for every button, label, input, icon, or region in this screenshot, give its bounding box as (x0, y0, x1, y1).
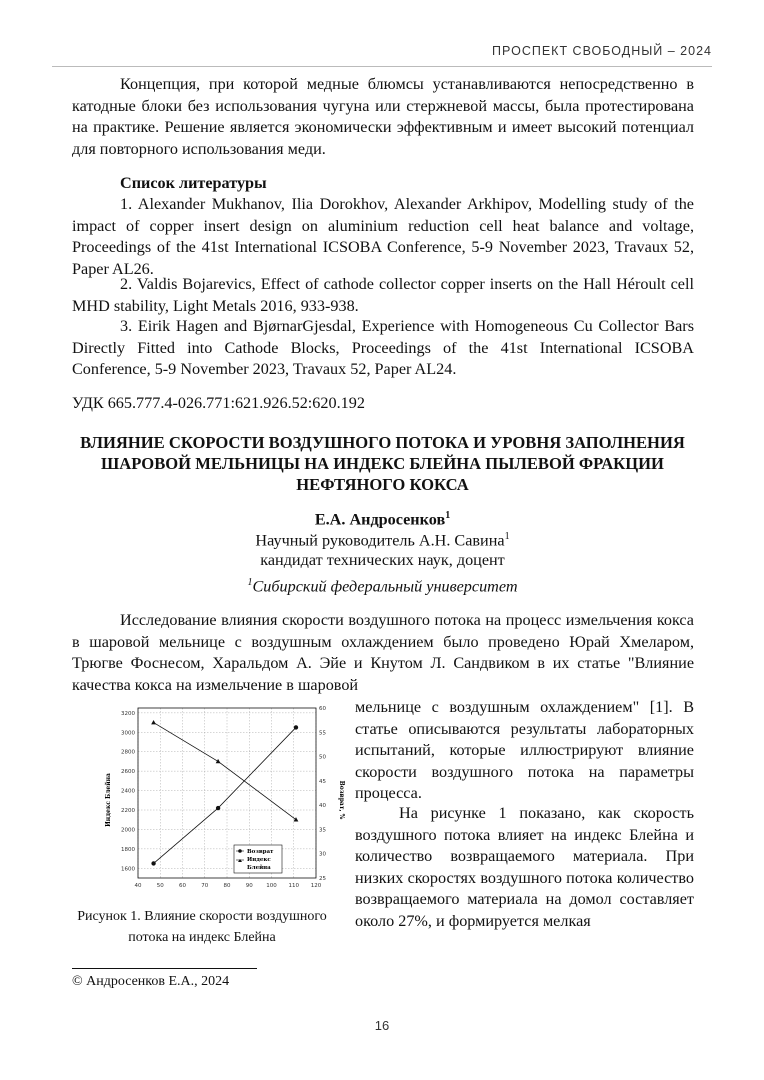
author-sup: 1 (445, 510, 451, 521)
y-tick-label: 2000 (121, 827, 135, 834)
x-tick-label: 60 (179, 883, 186, 889)
author-name: Е.А. Андросенков (314, 510, 446, 529)
article-title: ВЛИЯНИЕ СКОРОСТИ ВОЗДУШНОГО ПОТОКА И УРОВНЯ ЗАПОЛНЕНИЯ ШАРОВОЙ МЕЛЬНИЦЫ НА ИНДЕКС БЛЕЙНА ПЫЛЕВОЙ ФРАКЦИИ НЕФТЯНОГО КОКСА (80, 433, 685, 494)
references-heading: Список литературы (120, 174, 267, 192)
y2-tick-label: 50 (319, 754, 326, 761)
data-point-triangle (151, 720, 156, 724)
reference-item-1: 1. Alexander Mukhanov, Ilia Dorokhov, Alexander Arkhipov, Modelling study of the impact of copper insert design on aluminium reduction cell heat balance and voltage, Proceedings of the 41st International ICSOBA Conference, 5-9 November 2023, Travaux 52, Paper AL26. (72, 195, 694, 278)
data-point-circle (294, 725, 298, 729)
y-tick-label: 2400 (121, 788, 135, 795)
y-tick-label: 3000 (121, 730, 135, 737)
udk-code: УДК 665.777.4-026.771:621.926.52:620.192 (72, 394, 365, 412)
y2-axis-label: Возврат, % (338, 780, 345, 820)
y2-tick-label: 35 (319, 827, 326, 834)
data-point-circle (151, 861, 155, 865)
affiliation-line (70, 577, 695, 596)
x-tick-label: 110 (288, 883, 299, 889)
data-point-circle (216, 806, 220, 810)
y2-tick-label: 30 (319, 851, 326, 858)
advisor-name: Научный руководитель А.Н. Савина (255, 531, 505, 550)
x-tick-label: 120 (310, 883, 322, 889)
reference-item-2: 2. Valdis Bojarevics, Effect of cathode collector copper inserts on the Hall Héroult cell MHD stability, Light Metals 2016, 933-938. (72, 275, 694, 315)
reference-item-3: 3. Eirik Hagen and BjørnarGjesdal, Experience with Homogeneous Cu Collector Bars Directly Fitted into Cathode Blocks, Proceedings of the 41st International ICSOBA Conference, 5-9 November 2023, Travaux 52, Paper AL24. (72, 317, 694, 378)
y2-tick-label: 40 (319, 803, 326, 810)
body-paragraph-1-continued: мельнице с воздушным охлаждением" [1]. В статье описываются результаты лабораторных испытаний, которые иллюстрируют влияние скорости воздушного потока на параметры процесса. (355, 698, 694, 802)
advisor-line (70, 531, 695, 550)
y-tick-label: 1600 (121, 866, 135, 873)
y-tick-label: 2200 (121, 808, 135, 814)
x-tick-label: 90 (245, 883, 253, 889)
y2-tick-label: 60 (319, 706, 326, 712)
advisor-sup: 1 (504, 531, 510, 542)
header-divider (52, 66, 712, 67)
footnote-divider (72, 968, 257, 969)
intro-paragraph: Концепция, при которой медные блюмсы устанавливаются непосредственно в катодные блоки без использования чугуна или стержневой массы, была протестирована на практике. Решение является экономически эффективным и имеет высокий потенциал для повторного использования меди. (72, 75, 694, 158)
x-tick-label: 40 (134, 883, 142, 889)
legend-label-2: Индекс (247, 857, 271, 863)
author-line (70, 510, 695, 529)
page-number: 16 (374, 1018, 390, 1033)
y-tick-label: 1800 (121, 846, 135, 853)
figure-1-chart (104, 700, 344, 900)
x-tick-label: 80 (223, 883, 231, 889)
data-point-triangle (294, 817, 299, 821)
chart-ticks (121, 706, 326, 889)
y2-tick-label: 45 (319, 778, 326, 785)
y-axis-label: Индекс Блейна (105, 773, 112, 827)
data-point-triangle (216, 759, 221, 763)
legend-label-1: Возврат (247, 849, 274, 855)
y-tick-label: 3200 (121, 710, 135, 717)
body-paragraph-1: Исследование влияния скорости воздушного потока на процесс измельчения кокса в шаровой мельнице с воздушным охлаждением было проведено Юрай Хмеларом, Трюгве Фоснесом, Харальдом А. Эйе и Кнутом Л. Сандвиком в их статье "Влияние качества кокса на измельчение в шаровой (72, 611, 694, 694)
chart-grid (138, 708, 316, 878)
legend-label-3: Блейна (247, 865, 271, 871)
chart-legend (234, 845, 282, 873)
y2-tick-label: 55 (319, 730, 326, 737)
chart-series (151, 720, 298, 866)
figure-1-caption: Рисунок 1. Влияние скорости воздушного потока на индекс Блейна (77, 909, 327, 945)
advisor-degree: кандидат технических наук, доцент (260, 551, 505, 569)
affiliation-sup: 1 (247, 577, 253, 588)
y2-tick-label: 25 (319, 876, 326, 882)
body-paragraph-2: На рисунке 1 показано, как скорость воздушного потока влияет на индекс Блейна и количество возвращаемого материала. При низких скоростях воздушного потока количество возвращаемого материала на домол составляет около 27%, и формируется мелкая (355, 804, 694, 930)
affiliation: Сибирский федеральный университет (252, 577, 518, 596)
running-header: ПРОСПЕКТ СВОБОДНЫЙ – 2024 (492, 44, 712, 58)
y-tick-label: 2800 (121, 749, 135, 756)
x-tick-label: 100 (266, 883, 277, 889)
copyright-footnote: © Андросенков Е.А., 2024 (72, 974, 230, 989)
series-line-2 (154, 727, 296, 863)
x-tick-label: 70 (201, 883, 209, 889)
y-tick-label: 2600 (121, 769, 135, 776)
x-tick-label: 50 (156, 883, 164, 889)
